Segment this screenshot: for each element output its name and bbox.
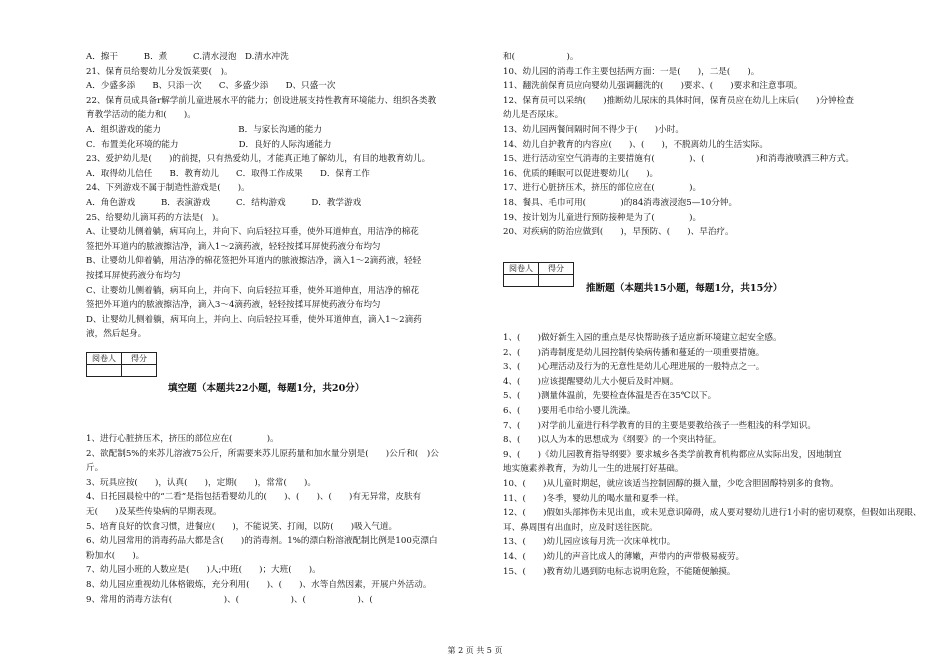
question-line: 22、保育员成具备r解学前儿童进展水平的能力；创设进展支持性教育环境能力、组织各类教 <box>86 95 437 106</box>
score-box-label-score: 得分 <box>122 353 157 365</box>
fill-blank-line: 16、优质的睡眠可以促进婴幼儿( )。 <box>503 168 659 179</box>
section-title-judge: 推断题（本题共15小题，每题1分，共15分） <box>586 283 783 294</box>
left-column <box>86 50 486 342</box>
fill-blank-line: 无( )及某些传染病的早期表现。 <box>86 506 222 517</box>
judgment-line: 2、( )消毒制度是幼儿园控制传染病传播和蔓延的一项重要措施。 <box>503 347 765 358</box>
score-box-empty-cell <box>122 365 157 377</box>
fill-blank-block <box>86 432 486 607</box>
fill-blank-line: 6、幼儿园常用的消毒药品大都是含( )的消毒剂。1%的漂白粉溶液配制比例是100克漂白 <box>86 536 438 547</box>
fill-blank-line: 幼儿是否尿床。 <box>503 110 564 121</box>
fill-blank-line: 8、幼儿园应重视幼儿体格锻炼，充分利用( )、( )、水等自然因素，开展户外活动。 <box>86 579 432 590</box>
fill-blank-line: 17、进行心脏挤压术，挤压的部位应在( )。 <box>503 183 702 194</box>
fill-blank-line: 斤。 <box>86 463 104 474</box>
question-line: 21、保育员给婴幼儿分发饭菜要( )。 <box>86 66 233 77</box>
question-line: A．角色游戏 B．表演游戏 C．结构游戏 D．教学游戏 <box>86 197 362 208</box>
fill-blank-line: 5、培育良好的饮食习惯，进餐应( )，不能说笑、打闹，以防( )吸入气道。 <box>86 521 398 532</box>
question-line: A．擦干 B．煮 C.清水浸泡 D.清水冲洗 <box>86 52 289 62</box>
question-line: C、让婴幼儿侧着躺，病耳向上，并向下、向后轻拉耳垂，使外耳道伸直，用洁净的棉花 <box>86 285 420 296</box>
judgment-line: 耳、鼻周围有出血时，应及时送往医院。 <box>503 522 658 533</box>
fill-blank-line: 18、餐具、毛巾可用( )的84消毒液浸泡5—10分钟。 <box>503 197 738 208</box>
judgment-line: 11、( )冬季，婴幼儿的喝水量和夏季一样。 <box>503 493 684 504</box>
right-column <box>503 50 883 240</box>
fill-blank-line: 1、进行心脏挤压术，挤压的部位应在( )。 <box>86 434 279 444</box>
judgment-line: 地实施素养教育，为幼儿一生的进展打好基础。 <box>503 464 684 475</box>
question-line: C．布置美化环境的能力 D．良好的人际沟通能力 <box>86 139 332 150</box>
section-title-fill: 填空题（本题共22小题，每题1分，共20分） <box>168 383 365 394</box>
question-line: 液，然后起身。 <box>86 329 147 340</box>
fill-blank-line: 11、翻洗前保育员应向婴幼儿强调翻洗的( )要求、( )要求和注意事项。 <box>503 81 803 92</box>
page-number: 第 2 页 共 5 页 <box>447 646 503 655</box>
judgment-line: 7、( )对学前儿童进行科学教育的目的主要是要教给孩子一些粗浅的科学知识。 <box>503 420 816 431</box>
judgment-line: 15、( )教育幼儿遇到防电标志说明危险，不能随便触摸。 <box>503 566 736 577</box>
score-box-judge <box>503 262 574 287</box>
fill-blank-line: 10、幼儿园的消毒工作主要包括两方面：一是( )，二是( )。 <box>503 66 760 77</box>
question-line: A、让婴幼儿侧着躺，病耳向上，并向下、向后轻拉耳垂，使外耳道伸直，用洁净的棉花 <box>86 227 419 238</box>
score-box-empty-cell <box>504 275 539 287</box>
judgment-line: 4、( )应该提醒婴幼儿大小便后及时冲厕。 <box>503 376 679 387</box>
fill-blank-line: 2、欲配制5%的来苏儿溶液75公斤，所需要来苏儿原药量和加水量分别是( )公斤和( )公 <box>86 448 439 459</box>
multiple-choice-block <box>86 50 486 342</box>
fill-blank-line: 7、幼儿园小班的人数应是( )人;中班( )；大班( )。 <box>86 565 321 576</box>
fill-blank-line: 3、玩具应按( )，认真( )，定期( )，常常( )。 <box>86 477 316 488</box>
question-line: 24、下列游戏不属于制造性游戏是( )。 <box>86 183 250 194</box>
fill-blank-line: 12、保育员可以采纳( )推断幼儿尿床的具体时间，保育员应在幼儿上床后( )分钟检查 <box>503 95 854 106</box>
fill-blank-line: 4、日托园晨检中的“二看”是指包括看婴幼儿的( )、( )、( )有无异常，皮肤有 <box>86 492 422 503</box>
question-line: 育教学活动的能力和( )。 <box>86 110 196 121</box>
fill-blank-continued <box>503 50 883 240</box>
score-box-fill <box>86 352 157 377</box>
score-box-empty-cell <box>539 275 574 287</box>
question-line: D、让婴幼儿侧着躺，病耳向上，并向上、向后轻拉耳垂，使外耳道伸直，滴入1～2滴药 <box>86 314 422 325</box>
fill-blank-line: 19、按计划为儿童进行预防接种是为了( )。 <box>503 212 702 223</box>
judgment-line: 14、( )幼儿的声音比成人的薄嫩，声带内的声带极易疲劳。 <box>503 551 745 562</box>
question-line: 签把外耳道内的脓液擦洁净，滴入1～2滴药液，轻轻按揉耳屏使药液分布均匀 <box>86 241 381 252</box>
fill-blank-list <box>86 432 486 607</box>
question-line: A．少盛多添 B、只添一次 C、多盛少添 D、只盛一次 <box>86 81 336 92</box>
question-line: A．组织游戏的能力 B．与家长沟通的能力 <box>86 124 322 135</box>
fill-blank-line: 14、幼儿自护教育的内容应( )、( )，不脱离幼儿的生活实际。 <box>503 139 768 150</box>
fill-blank-line: 13、幼儿园两餐间隔时间不得少于( )小时。 <box>503 124 684 135</box>
score-box-label-reviewer: 阅卷人 <box>504 263 539 275</box>
judgment-list <box>503 331 922 579</box>
judgment-line: 5、( )测量体温前，先要检查体温是否在35℃以下。 <box>503 391 717 402</box>
judgment-line: 8、( )以人为本的思想成为《纲要》的一个突出特征。 <box>503 435 722 446</box>
question-line: B、让婴幼儿仰着躺，用洁净的棉花签把外耳道内的脓液擦洁净，滴入1～2滴药液，轻轻 <box>86 256 422 267</box>
score-box-label-score: 得分 <box>539 263 574 275</box>
judgment-line: 12、( )假如头部摔伤未见出血，或未见意识障碍，成人要对婴幼儿进行1小时的密切观察，但假如出现眼、 <box>503 508 922 519</box>
fill-blank-line: 和( )。 <box>503 52 579 62</box>
judgment-block <box>503 331 922 579</box>
judgment-line: 3、( )心理活动及行为的无意性是幼儿心理进展的一般特点之一。 <box>503 362 765 373</box>
judgment-line: 9、( )《幼儿园教育指导纲要》要求城乡各类学前教育机构都应从实际出发，因地制宜 <box>503 449 842 460</box>
judgment-line: 6、( )要用毛巾给小婴儿洗澡。 <box>503 405 636 416</box>
score-box-empty-cell <box>87 365 122 377</box>
question-line: 签把外耳道内的脓液擦洁净，滴入3～4滴药液，轻轻按揉耳屏使药液分布均匀 <box>86 300 381 311</box>
judgment-line: 1、( )做好新生入园的重点是尽快帮助孩子适应新环境建立起安全感。 <box>503 333 782 343</box>
judgment-line: 10、( )从儿童时期起，就应该适当控制固醇的摄入量，少吃含胆固醇特别多的食物。 <box>503 478 839 489</box>
question-line: 23、爱护幼儿是( )的前提，只有热爱幼儿，才能真正地了解幼儿，有目的地教育幼儿。 <box>86 154 431 165</box>
question-line: A．取得幼儿信任 B．教育幼儿 C．取得工作成果 D．保育工作 <box>86 168 370 179</box>
question-line: 按揉耳屏使药液分布均匀 <box>86 270 181 281</box>
fill-blank-line: 粉加水( )。 <box>86 550 145 561</box>
fill-blank-line: 9、常用的消毒方法有( )、( )、( )、( <box>86 594 416 605</box>
fill-blank-line: 20、对疾病的防治应做到( )，早预防、( )、早治疗。 <box>503 227 734 238</box>
score-box-label-reviewer: 阅卷人 <box>87 353 122 365</box>
question-line: 25、给婴幼儿滴耳药的方法是( )。 <box>86 212 224 223</box>
fill-blank-line: 15、进行活动室空气消毒的主要措施有( )、( )和消毒液喷洒三种方式。 <box>503 154 854 165</box>
judgment-line: 13、( )幼儿园应该每月洗一次床单枕巾。 <box>503 537 676 548</box>
